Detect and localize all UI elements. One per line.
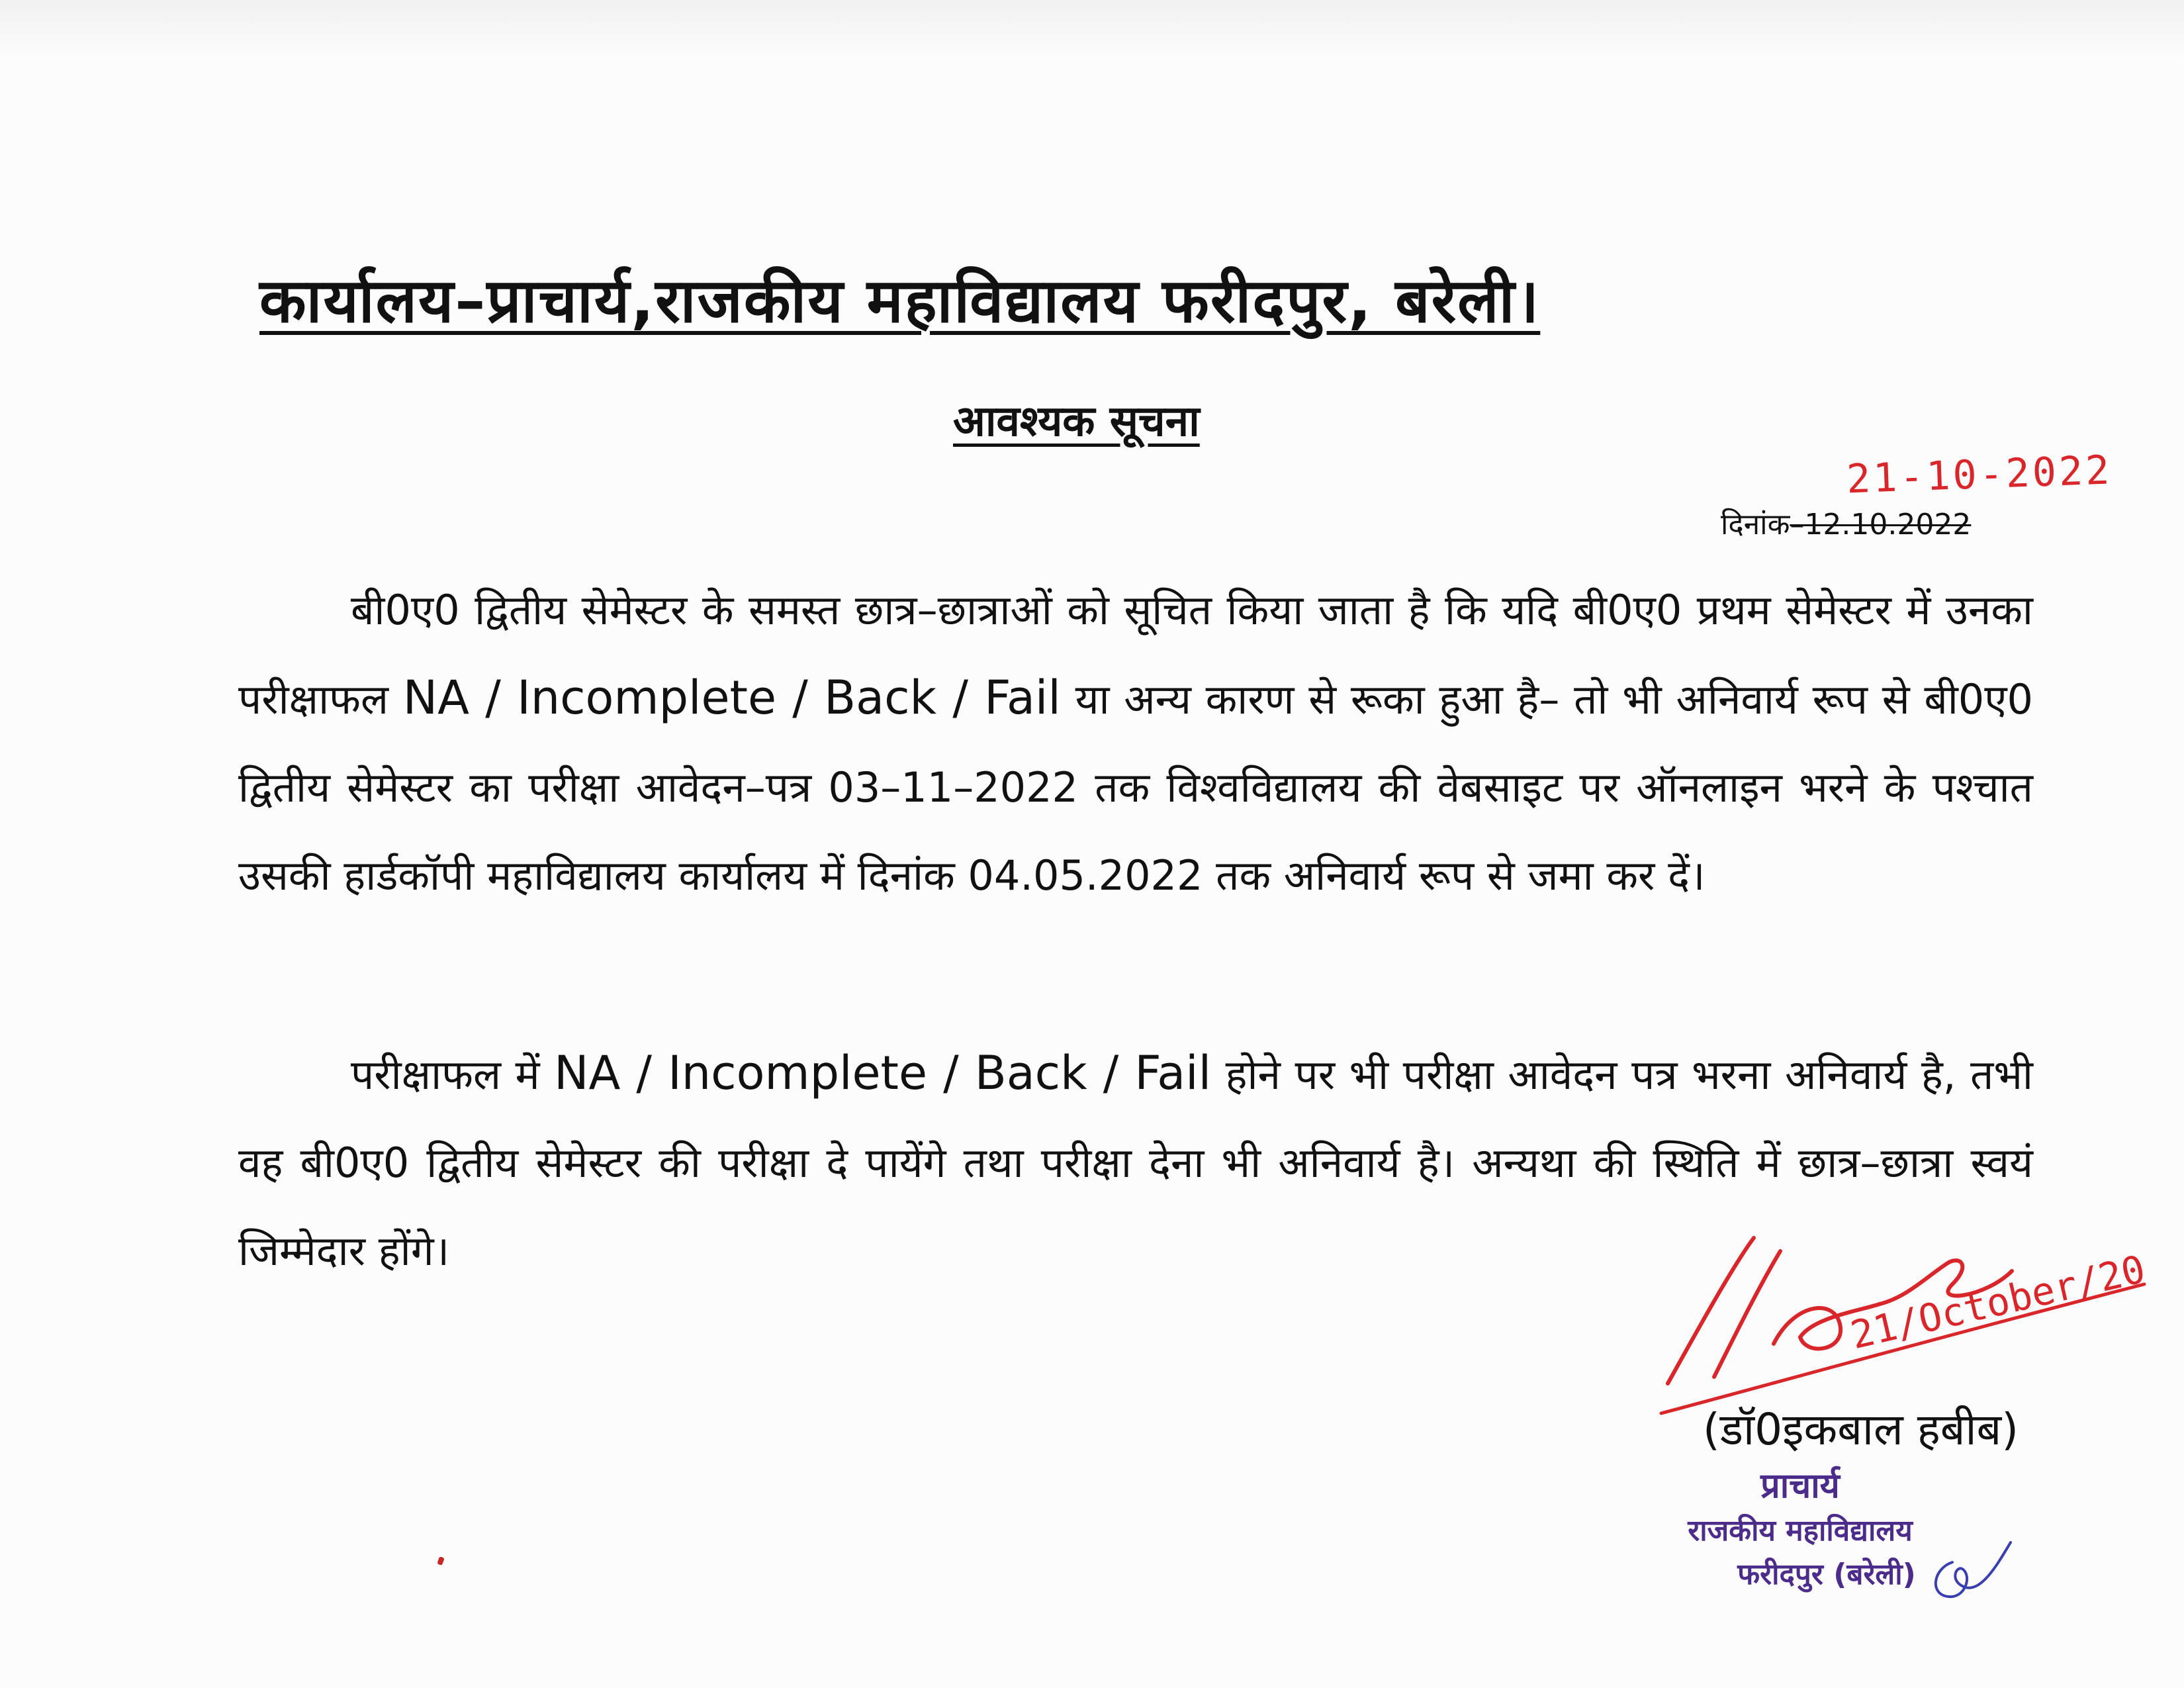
paragraph-2-part-a: परीक्षाफल में	[351, 1051, 555, 1099]
paragraph-1-part-b: या अन्य कारण से रूका हुआ है– तो भी अनिवार्य रूप से बी0ए0 द्वितीय सेमेस्टर का परीक्षा आवेदन–पत्र 03–11–2022 तक विश्वविद्यालय की वेबसाइट पर ऑनलाइन भरने के पश्चात उसकी हार्डकॉपी महाविद्यालय कार्यालय में दिनांक 04.05.2022 तक अनिवार्य रूप से जमा कर दें।	[238, 675, 2033, 900]
stamp-place: फरीदपुर (बरेली)	[1737, 1558, 1916, 1591]
result-status-list-1: NA / Incomplete / Back / Fail	[402, 671, 1061, 725]
paragraph-2-part-b: होने पर भी परीक्षा आवेदन पत्र भरना अनिवार्य है, तभी वह बी0ए0 द्वितीय सेमेस्टर की परीक्षा दे पायेंगे तथा परीक्षा देना भी अनिवार्य है। अन्यथा की स्थिति में छात्र–छात्रा स्वयं जिम्मेदार होंगे।	[238, 1051, 2033, 1275]
office-title: कार्यालय–प्राचार्य,राजकीय महाविद्यालय फरीदपुर, बरेली।	[259, 265, 1541, 336]
stamp-initials	[1926, 1536, 2012, 1609]
handwritten-new-date: 21-10-2022	[1845, 447, 2113, 503]
old-date-struck: –12.10.2022	[1790, 508, 1972, 541]
signatory-name: (डॉ0इकबाल हबीब)	[1702, 1404, 2019, 1455]
ink-speck	[437, 1556, 445, 1566]
scan-top-shade	[0, 0, 2184, 60]
date-line	[1721, 503, 2065, 543]
stamp-designation: प्राचार्य	[1760, 1466, 1840, 1506]
paragraph-1-part-a: बी0ए0 द्वितीय सेमेस्टर के समस्त छात्र–छात्राओं को सूचित किया जाता है कि यदि बी0ए0 प्रथम सेमेस्टर में उनका परीक्षाफल	[238, 586, 2033, 724]
result-status-list-2: NA / Incomplete / Back / Fail	[554, 1046, 1212, 1100]
notice-paragraph-1	[238, 566, 2033, 919]
notice-heading: आवश्यक सूचना	[953, 397, 1200, 446]
stamp-college: राजकीय महाविद्यालय	[1688, 1514, 1913, 1548]
date-label: दिनांक	[1721, 508, 1790, 541]
signature-date: 21/October/20	[1846, 1246, 2150, 1358]
